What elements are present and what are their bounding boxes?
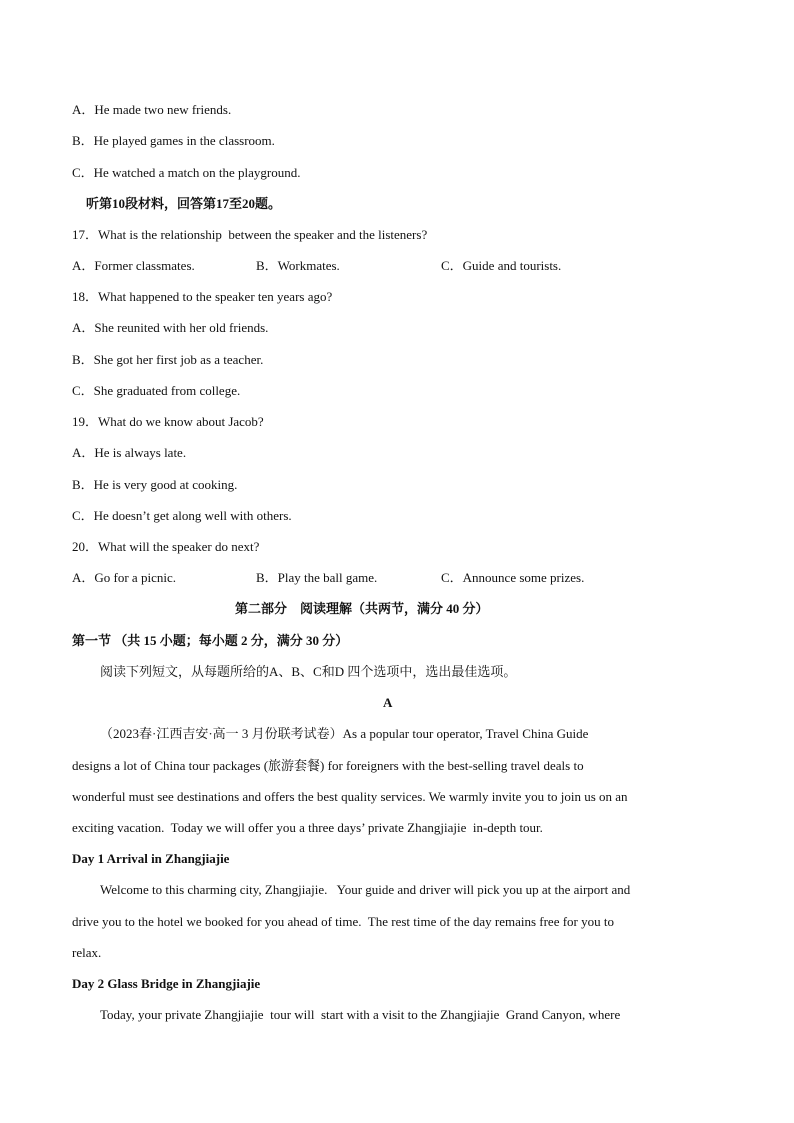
instructions: 阅读下列短文，从每题所给的A、B、C和D 四个选项中，选出最佳选项。 — [100, 664, 517, 679]
passage-intro-line-4: exciting vacation. Today we will offer you a three days’ private Zhangjiajie in-depth tour. — [72, 820, 543, 835]
q20-option-c: C．Announce some prizes. — [441, 570, 585, 585]
passage-label: A — [383, 695, 393, 710]
q16-option-c: C．He watched a match on the playground. — [72, 165, 301, 180]
q20-option-a: A．Go for a picnic. — [72, 570, 176, 585]
day2-heading: Day 2 Glass Bridge in Zhangjiajie — [72, 976, 261, 991]
q18-option-c: C．She graduated from college. — [72, 383, 241, 398]
day2-line-1: Today, your private Zhangjiajie tour will start with a visit to the Zhangjiajie Grand Canyon, where — [100, 1007, 621, 1022]
section10-heading: 听第10段材料，回答第17至20题。 — [86, 196, 282, 211]
q19-option-a: A．He is always late. — [72, 445, 187, 460]
day1-line-1: Welcome to this charming city, Zhangjiajie. Your guide and driver will pick you up at the airport and — [100, 882, 631, 897]
q17-option-a: A．Former classmates. — [72, 258, 195, 273]
passage-intro-line-2: designs a lot of China tour packages (旅游套餐) for foreigners with the best-selling travel deals to — [72, 758, 584, 773]
q18-question: 18．What happened to the speaker ten years ago? — [72, 289, 333, 304]
q17-option-b: B．Workmates. — [256, 258, 340, 273]
part2-title: 第二部分 阅读理解（共两节，满分 40 分） — [235, 601, 489, 616]
q16-option-a: A．He made two new friends. — [72, 102, 232, 117]
q16-option-b: B．He played games in the classroom. — [72, 133, 275, 148]
q20-option-b: B．Play the ball game. — [256, 570, 378, 585]
q19-question: 19．What do we know about Jacob? — [72, 414, 264, 429]
day1-line-3: relax. — [72, 945, 102, 960]
day1-line-2: drive you to the hotel we booked for you ahead of time. The rest time of the day remains free for you to — [72, 914, 614, 929]
day1-heading: Day 1 Arrival in Zhangjiajie — [72, 851, 230, 866]
q18-option-a: A．She reunited with her old friends. — [72, 320, 269, 335]
q20-question: 20．What will the speaker do next? — [72, 539, 260, 554]
q18-option-b: B．She got her first job as a teacher. — [72, 352, 264, 367]
passage-intro-line-3: wonderful must see destinations and offers the best quality services. We warmly invite you to join us on an — [72, 789, 628, 804]
section1-title: 第一节 （共 15 小题；每小题 2 分，满分 30 分） — [72, 633, 349, 648]
passage-intro-line-1: （2023春·江西吉安·高一 3 月份联考试卷）As a popular tour operator, Travel China Guide — [100, 726, 589, 741]
q19-option-c: C．He doesn’t get along well with others. — [72, 508, 292, 523]
q17-question: 17．What is the relationship between the speaker and the listeners? — [72, 227, 428, 242]
q17-option-c: C．Guide and tourists. — [441, 258, 562, 273]
q19-option-b: B．He is very good at cooking. — [72, 477, 238, 492]
